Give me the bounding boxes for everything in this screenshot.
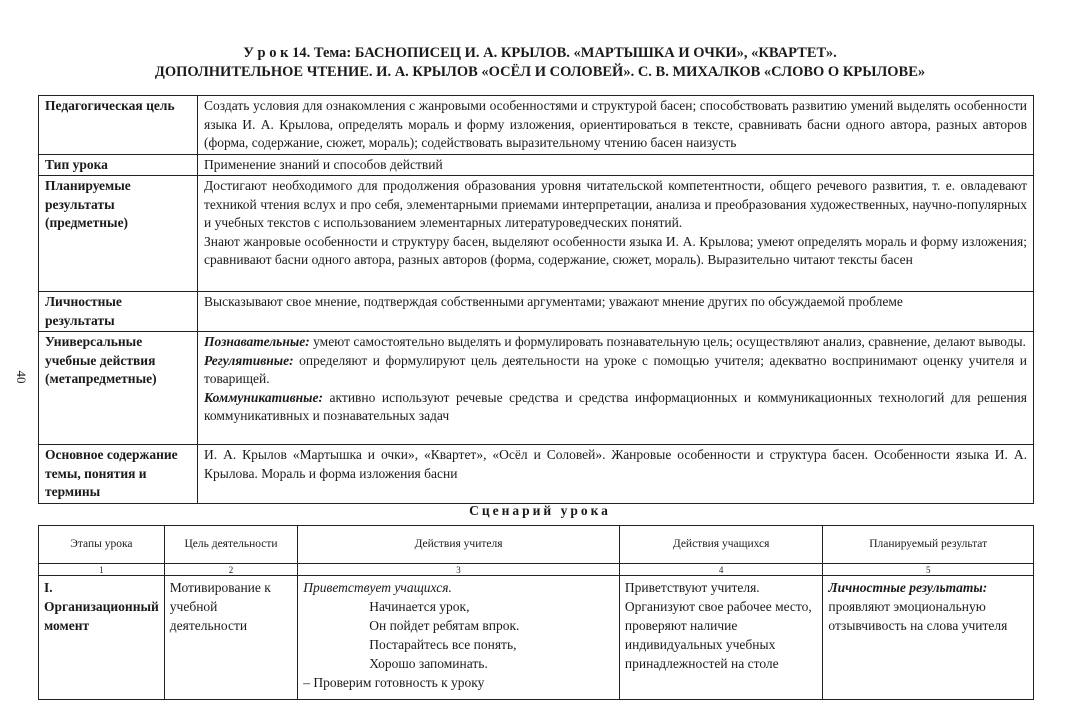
subject-results-para-1: Достигают необходимого для продолжения образования уровня читательской компетентности, общего речевого развития, т. е. овладевают техникой чтения вслух и про себя, элементарными приемами интерпретации, анализа и преобразования художественных, научно-популярных и учебных текстов с использованием элементарных литературоведческих понятий. — [204, 178, 1027, 230]
uud-regulatory-label: Регулятивные: — [204, 352, 294, 368]
student-actions-cell: Приветствуют учителя. Организуют свое рабочее место, проверяют наличие индивидуальных учебных принадлежностей на столе — [619, 576, 822, 700]
uud-regulatory-text: определяют и формулируют цель деятельности на уроке с помощью учителя; адекватно воспринимают оценку учителя и товарищей. — [204, 352, 1027, 386]
goal-cell: Мотивирование к учебной деятельности — [164, 576, 297, 700]
teacher-greeting: Приветствует учащихся. — [303, 580, 452, 595]
teacher-actions-cell — [298, 576, 620, 700]
scenario-title: Сценарий урока — [469, 503, 611, 518]
scenario-table — [38, 525, 1034, 700]
uud-cognitive — [204, 333, 1027, 352]
column-numbers-row — [39, 564, 1034, 576]
subject-results-text — [198, 176, 1034, 292]
poem-line: Начинается урок, — [369, 599, 470, 614]
lesson-info-table — [38, 95, 1034, 504]
column-header-stages: Этапы урока — [39, 526, 165, 564]
page-number: 40 — [14, 370, 29, 384]
type-text: Применение знаний и способов действий — [198, 154, 1034, 176]
table-row — [39, 332, 1034, 445]
uud-regulatory — [204, 352, 1027, 389]
subject-results-para-2: Знают жанровые особенности и структуру басен, выделяют особенности языка И. А. Крылова; умеют определять мораль и форму изложения; сравнивают басни одного автора, разных авторов (форма, содержание, сюжет, мораль). Выразительно читают тексты басен — [204, 233, 1027, 267]
column-number: 2 — [164, 564, 297, 576]
uud-communicative — [204, 389, 1027, 426]
column-header-students: Действия учащихся — [619, 526, 822, 564]
uud-communicative-label: Коммуникативные: — [204, 389, 324, 405]
main-content-text: И. А. Крылов «Мартышка и очки», «Квартет», «Осёл и Соловей». Жанровые особенности и структура басен. Особенности языка И. А. Крылова. Мораль и форма изложения басни — [198, 445, 1034, 504]
main-content-label: Основное содержание темы, понятия и термины — [39, 445, 198, 504]
uud-label: Универсальные учебные действия (метапредметные) — [39, 332, 198, 445]
poem-line: Хорошо запоминать. — [369, 656, 488, 671]
teacher-readiness-check: – Проверим готовность к уроку — [303, 675, 485, 690]
goal-label: Педагогическая цель — [39, 96, 198, 155]
table-row — [39, 154, 1034, 176]
poem-line: Постарайтесь все понять, — [369, 637, 517, 652]
table-row — [39, 445, 1034, 504]
table-row — [39, 96, 1034, 155]
type-label: Тип урока — [39, 154, 198, 176]
result-label: Личностные результаты: — [828, 580, 988, 595]
result-text: проявляют эмоциональную отзывчивость на слова учителя — [828, 599, 1008, 633]
subject-results-label: Планируемые результаты (предметные) — [39, 176, 198, 292]
uud-text — [198, 332, 1034, 445]
stage-cell: I. Организационный момент — [39, 576, 165, 700]
result-cell — [823, 576, 1034, 700]
table-row — [39, 176, 1034, 292]
uud-cognitive-text: умеют самостоятельно выделять и формулировать познавательную цель; осуществляют анализ, сравнение, делают выводы. — [309, 334, 1026, 349]
personal-results-label: Личностные результаты — [39, 292, 198, 332]
column-header-teacher: Действия учителя — [298, 526, 620, 564]
column-number: 4 — [619, 564, 822, 576]
column-number: 1 — [39, 564, 165, 576]
lesson-title-line-1: У р о к 14. Тема: БАСНОПИСЕЦ И. А. КРЫЛОВ. «МАРТЫШКА И ОЧКИ», «КВАРТЕТ». — [243, 45, 837, 61]
goal-text: Создать условия для ознакомления с жанровыми особенностями и структурой басен; способствовать развитию умений выделять особенности языка И. А. Крылова, определять мораль и форму изложения, ориентироваться в тексте, сравнивать басни одного автора, разных авторов (форма, содержание, сюжет, мораль); содействовать выразительному чтению басен наизусть — [198, 96, 1034, 155]
lesson-title-line-2: ДОПОЛНИТЕЛЬНОЕ ЧТЕНИЕ. И. А. КРЫЛОВ «ОСЁЛ И СОЛОВЕЙ». С. В. МИХАЛКОВ «СЛОВО О КРЫЛОВЕ» — [154, 64, 926, 80]
column-number: 3 — [298, 564, 620, 576]
personal-results-text: Высказывают свое мнение, подтверждая собственными аргументами; уважают мнение других по обсуждаемой проблеме — [198, 292, 1034, 332]
column-header-goal: Цель деятельности — [164, 526, 297, 564]
uud-cognitive-label: Познавательные: — [204, 334, 310, 349]
scenario-header-row — [39, 526, 1034, 564]
table-row — [39, 292, 1034, 332]
scenario-row-organization — [39, 576, 1034, 700]
column-header-result: Планируемый результат — [823, 526, 1034, 564]
poem-line: Он пойдет ребятам впрок. — [369, 618, 520, 633]
uud-communicative-text: активно используют речевые средства и средства информационных и коммуникационных технологий для решения коммуникативных и познавательных задач — [204, 389, 1027, 423]
column-number: 5 — [823, 564, 1034, 576]
